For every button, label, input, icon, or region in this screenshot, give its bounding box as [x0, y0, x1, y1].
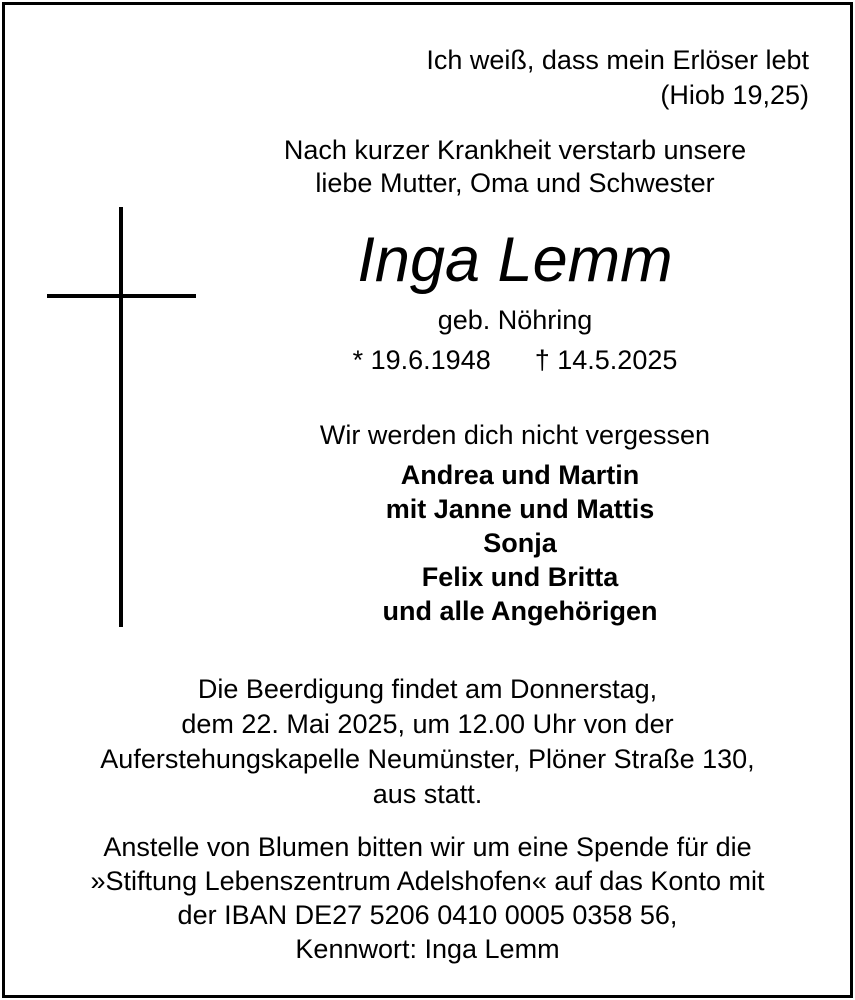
birth-name: geb. Nöhring: [437, 305, 593, 335]
donation-line: der IBAN DE27 5206 0410 0005 0358 56,: [177, 900, 678, 930]
donation-notice: [0, 830, 855, 966]
mourner-entry: Andrea und Martin: [400, 460, 640, 490]
memory-line: Wir werden dich nicht vergessen: [319, 420, 711, 450]
funeral-line: Auferstehungskapelle Neumünster, Plöner Straße 130,: [100, 744, 755, 774]
cross-icon-bar: [47, 294, 196, 298]
deceased-name: Inga Lemm: [357, 225, 673, 295]
funeral-line: dem 22. Mai 2025, um 12.00 Uhr von der: [181, 709, 674, 739]
death-date: † 14.5.2025: [534, 345, 678, 375]
donation-line: Kennwort: Inga Lemm: [295, 934, 560, 964]
cross-icon: [119, 207, 123, 627]
mourner-entry: Felix und Britta: [421, 562, 619, 592]
birth-date: * 19.6.1948: [352, 345, 491, 375]
funeral-notice: [0, 672, 855, 812]
mourners-list: [230, 458, 810, 628]
life-dates: [230, 347, 800, 374]
bible-verse: Ich weiß, dass mein Erlöser lebt: [426, 45, 809, 75]
intro-line: Nach kurzer Krankheit verstarb unsere: [283, 135, 747, 165]
mourner-entry: und alle Angehörigen: [382, 596, 658, 626]
mourner-entry: mit Janne und Mattis: [385, 494, 655, 524]
bible-reference: (Hiob 19,25): [660, 80, 809, 110]
funeral-line: Die Beerdigung findet am Donnerstag,: [197, 674, 658, 704]
intro-text: [230, 134, 800, 200]
donation-line: Anstelle von Blumen bitten wir um eine Spende für die: [103, 832, 752, 862]
intro-line: liebe Mutter, Oma und Schwester: [315, 168, 715, 198]
mourner-entry: Sonja: [483, 528, 557, 558]
funeral-line: aus statt.: [372, 779, 483, 809]
donation-line: »Stiftung Lebenszentrum Adelshofen« auf das Konto mit: [90, 866, 765, 896]
